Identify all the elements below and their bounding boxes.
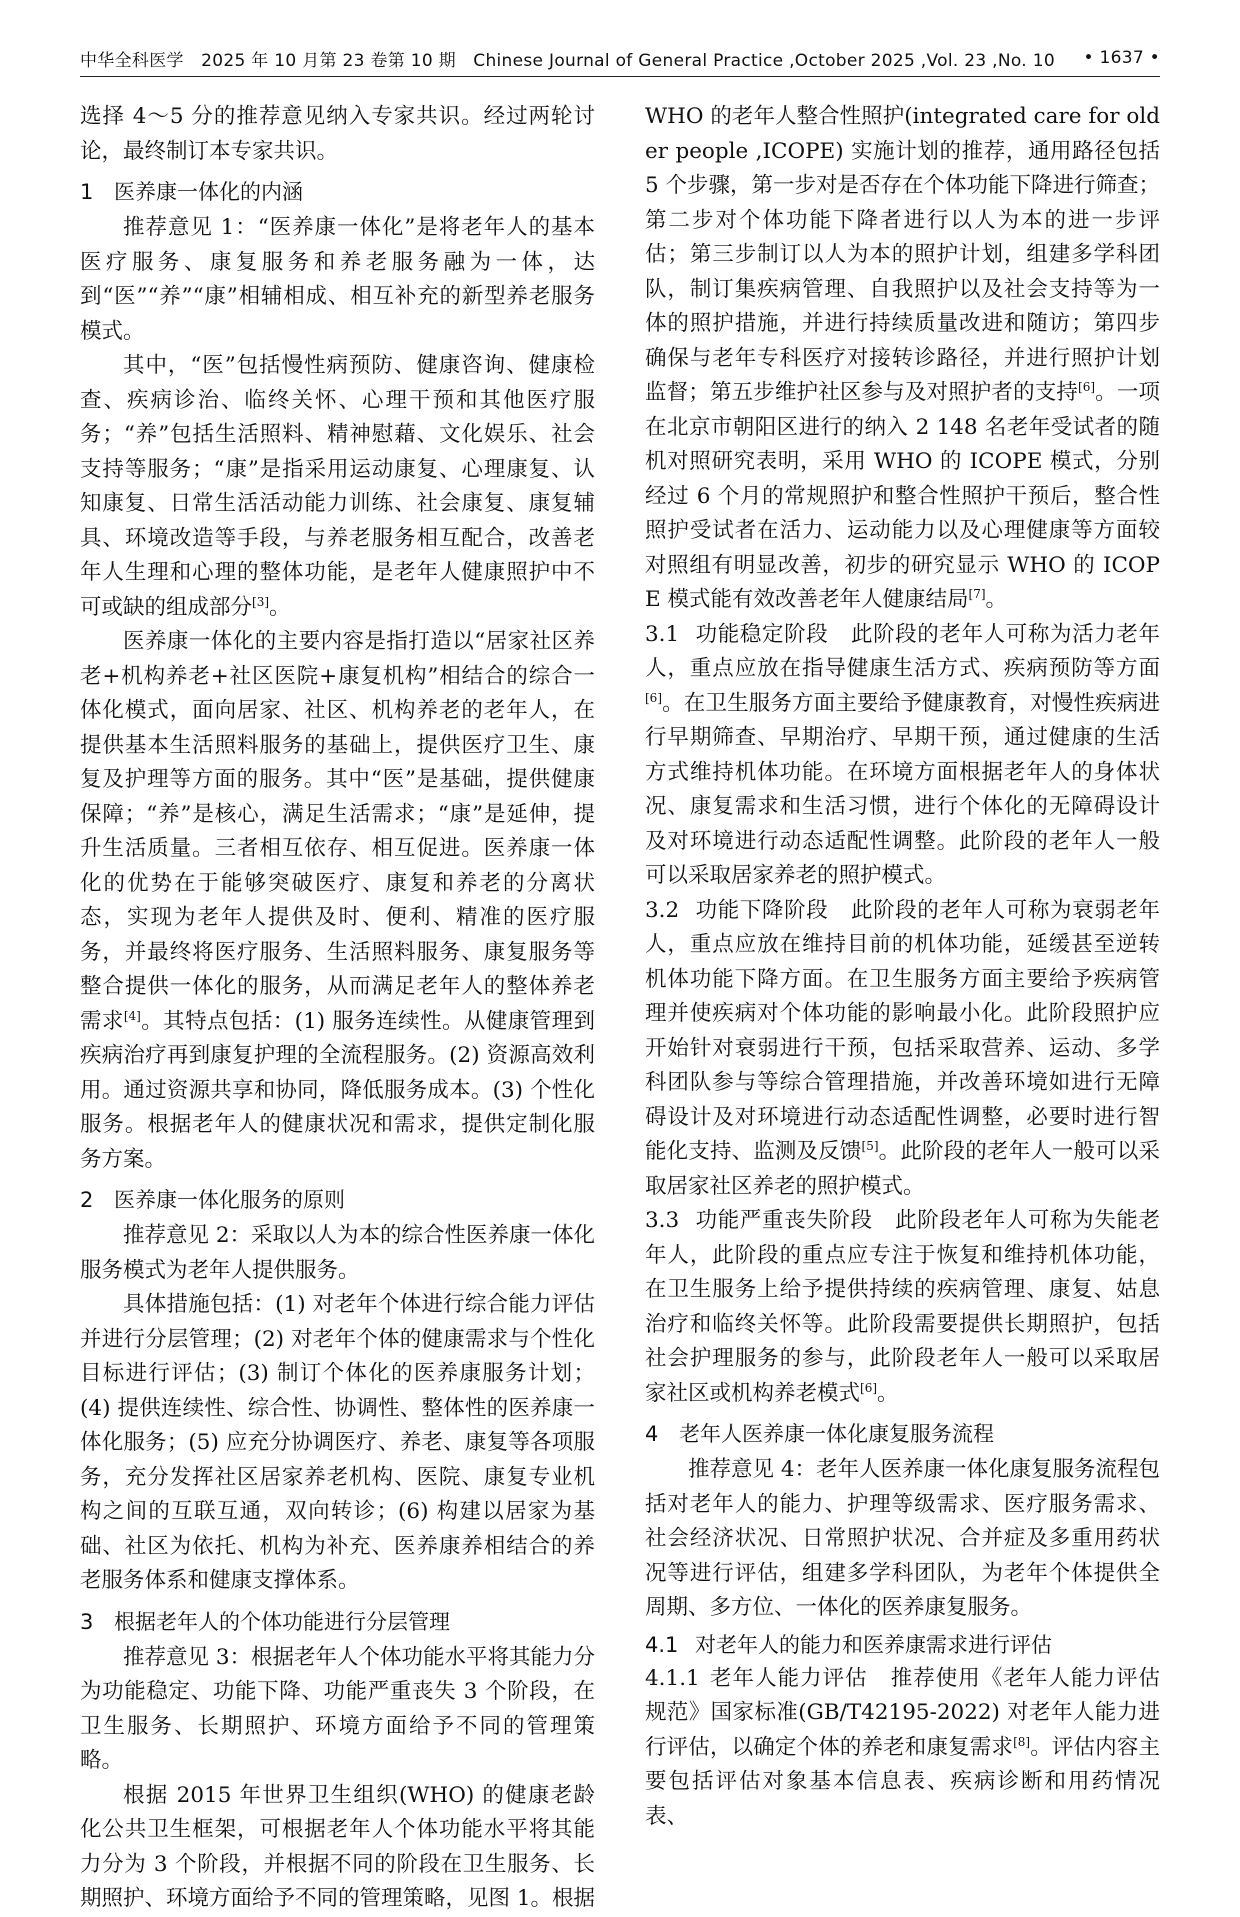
paragraph: WHO 的老年人整合性照护(integrated care for older people ,ICOPE) 实施计划的推荐，通用路径包括 5 个步骤，第一步对是否存在个体功能下降进行筛查；第二步对个体功能下降者进行以人为本的进一步评估；第三步制订以人为本的照护计划，组建多学科团队，制订集疾病管理、自我照护以及社会支持等为一体的照护措施，并进行持续质量改进和随访；第四步确保与老年专科医疗对接转诊路径，并进行照护计划监督；第五步维护社区参与及对照护者的支持[6]。一项在北京市朝阳区进行的纳入 2 148 名老年受试者的随机对照研究表明，采用 WHO 的 ICOPE 模式，分别经过 6 个月的常规照护和整合性照护干预后，整合性照护受试者在活力、运动能力以及心理健康等方面较对照组有明显改善，初步的研究显示 WHO 的 ICOPE 模式能有效改善老年人健康结局[7]。 bbox=[645, 104, 1161, 612]
subsection-number: 3.1 bbox=[645, 621, 680, 647]
section-title: 医养康一体化的内涵 bbox=[114, 180, 303, 204]
running-header bbox=[80, 40, 1160, 77]
paragraph: 医养康一体化的主要内容是指打造以“居家社区养老+机构养老+社区医院+康复机构”相结合的综合一体化模式，面向居家、社区、机构养老的老年人，在提供基本生活照料服务的基础上，提供医疗卫生、康复及护理等方面的服务。其中“医”是基础，提供健康保障；“养”是核心，满足生活需求；“康”是延伸，提升生活质量。三者相互依存、相互促进。医养康一体化的优势在于能够突破医疗、康复和养老的分离状态，实现为老年人提供及时、便利、精准的医疗服务，并最终将医疗服务、生活照料服务、康复服务等整合提供一体化的服务，从而满足老年人的整体养老需求[4]。其特点包括：(1) 服务连续性。从健康管理到疾病治疗再到康复护理的全流程服务。(2) 资源高效利用。通过资源共享和协同，降低服务成本。(3) 个性化服务。根据老年人的健康状况和需求，提供定制化服务方案。 bbox=[80, 629, 595, 1172]
section-heading-4 bbox=[645, 1417, 1160, 1451]
subsection-title: 功能下降阶段 bbox=[695, 897, 829, 923]
subsection-number: 4.1.1 bbox=[645, 1665, 700, 1691]
paragraph: 具体措施包括：(1) 对老年个体进行综合能力评估并进行分层管理；(2) 对老年个体的健康需求与个性化目标进行评估；(3) 制订个体化的医养康服务计划；(4) 提供连续性、综合性、协调性、整体性的医养康一体化服务；(5) 应充分协调医疗、养老、康复等各项服务，充分发挥社区居家养老机构、医院、康复专业机构之间的互联互通，双向转诊；(6) 构建以居家为基础、社区为依托、机构为补充、医养康养相结合的养老服务体系和健康支撑体系。 bbox=[80, 1292, 595, 1593]
citation-ref: [8] bbox=[1013, 1734, 1031, 1749]
citation-ref: [7] bbox=[968, 586, 986, 601]
citation-ref: [5] bbox=[861, 1138, 879, 1153]
section-number: 3 bbox=[80, 1609, 94, 1634]
subsection-3-3: 3.3 功能严重丧失阶段 此阶段老年人可称为失能老年人，此阶段的重点应专注于恢复和维持机体功能，在卫生服务上给予提供持续的疾病管理、康复、姑息治疗和临终关怀等。此阶段需要提供长期照护，包括社会护理服务的参与，此阶段老年人一般可以采取居家社区或机构养老模式[6]。 bbox=[645, 1204, 1160, 1411]
recommendation-3: 推荐意见 3：根据老年人个体功能水平将其能力分为功能稳定、功能下降、功能严重丧失 3 个阶段，在卫生服务、长期照护、环境方面给予不同的管理策略。 bbox=[80, 1644, 596, 1773]
subsection-number: 3.2 bbox=[645, 897, 680, 923]
subsection-number: 4.1 bbox=[645, 1632, 679, 1657]
left-column bbox=[80, 100, 595, 1917]
subsection-title: 老年人能力评估 bbox=[709, 1665, 868, 1691]
citation-ref: [4] bbox=[123, 1008, 141, 1023]
section-number: 2 bbox=[80, 1188, 94, 1212]
paragraph: 选择 4～5 分的推荐意见纳入专家共识。经过两轮讨论，最终制订本专家共识。 bbox=[80, 104, 595, 164]
section-number: 1 bbox=[80, 180, 94, 204]
section-heading-2 bbox=[80, 1183, 595, 1217]
page-number: • 1637 • bbox=[1083, 48, 1160, 68]
subsection-title: 功能稳定阶段 bbox=[695, 621, 829, 647]
right-column bbox=[645, 100, 1160, 1834]
citation-ref: [6] bbox=[860, 1380, 878, 1395]
paragraph: 其中，“医”包括慢性病预防、健康咨询、健康检查、疾病诊治、临终关怀、心理干预和其他医疗服务；“养”包括生活照料、精神慰藉、文化娱乐、社会支持等服务；“康”是指采用运动康复、心理康复、认知康复、日常生活活动能力训练、社会康复、康复辅具、环境改造等手段，与养老服务相互配合，改善老年人生理和心理的整体功能，是老年人健康照护中不可或缺的组成部分[3]。 bbox=[80, 353, 595, 620]
section-title: 根据老年人的个体功能进行分层管理 bbox=[114, 1609, 450, 1634]
citation-ref: [6] bbox=[645, 690, 662, 705]
recommendation-1: 推荐意见 1：“医养康一体化”是将老年人的基本医疗服务、康复服务和养老服务融为一体，达到“医”“养”“康”相辅相成、相互补充的新型养老服务模式。 bbox=[80, 215, 595, 344]
header-citation: 中华全科医学 2025 年 10 月第 23 卷第 10 期 Chinese Journal of General Practice ,October 2025 ,Vol. 23 ,No. 10 bbox=[80, 50, 1055, 71]
section-heading-3 bbox=[80, 1605, 595, 1639]
subsection-4-1 bbox=[645, 1628, 1160, 1662]
subsection-title: 功能严重丧失阶段 bbox=[695, 1208, 873, 1233]
section-heading-1 bbox=[80, 175, 595, 209]
subsection-4-1-1: 4.1.1 老年人能力评估 推荐使用《老年人能力评估规范》国家标准(GB/T42195-2022) 对老年人能力进行评估，以确定个体的养老和康复需求[8]。评估内容主要包括评估对象基本信息表、疾病诊断和用药情况表、 bbox=[645, 1662, 1160, 1835]
section-title: 老年人医养康一体化康复服务流程 bbox=[679, 1422, 994, 1446]
section-title: 医养康一体化服务的原则 bbox=[114, 1188, 345, 1212]
subsection-number: 3.3 bbox=[645, 1208, 680, 1233]
subsection-3-2: 3.2 功能下降阶段 此阶段的老年人可称为衰弱老年人，重点应放在维持目前的机体功能，延缓甚至逆转机体功能下降方面。在卫生服务方面主要给予疾病管理并使疾病对个体功能的影响最小化。此阶段照护应开始针对衰弱进行干预，包括采取营养、运动、多学科团队参与等综合管理措施，并改善环境如进行无障碍设计及对环境进行动态适配性调整，必要时进行智能化支持、监测及反馈[5]。此阶段的老年人一般可以采取居家社区养老的照护模式。 bbox=[645, 894, 1160, 1205]
citation-ref: [6] bbox=[1078, 379, 1096, 394]
citation-ref: [3] bbox=[252, 594, 270, 609]
section-number: 4 bbox=[645, 1422, 659, 1446]
recommendation-2: 推荐意见 2：采取以人为本的综合性医养康一体化服务模式为老年人提供服务。 bbox=[80, 1223, 596, 1283]
subsection-title: 对老年人的能力和医养康需求进行评估 bbox=[695, 1632, 1052, 1657]
paragraph: 根据 2015 年世界卫生组织(WHO) 的健康老龄化公共卫生框架，可根据老年人个体功能水平将其能力分为 3 个阶段，并根据不同的阶段在卫生服务、长期照护、环境方面给予不同的管理策略，见图 1。根据 bbox=[80, 1782, 596, 1911]
subsection-3-1: 3.1 功能稳定阶段 此阶段的老年人可称为活力老年人，重点应放在指导健康生活方式、疾病预防等方面[6]。在卫生服务方面主要给予健康教育，对慢性疾病进行早期筛查、早期治疗、早期干预，通过健康的生活方式维持机体功能。在环境方面根据老年人的身体状况、康复需求和生活习惯，进行个体化的无障碍设计及对环境进行动态适配性调整。此阶段的老年人一般可以采取居家养老的照护模式。 bbox=[645, 618, 1160, 894]
recommendation-4: 推荐意见 4：老年人医养康一体化康复服务流程包括对老年人的能力、护理等级需求、医疗服务需求、社会经济状况、日常照护状况、合并症及多重用药状况等进行评估，组建多学科团队，为老年个体提供全周期、多方位、一体化的医养康复服务。 bbox=[645, 1457, 1161, 1620]
